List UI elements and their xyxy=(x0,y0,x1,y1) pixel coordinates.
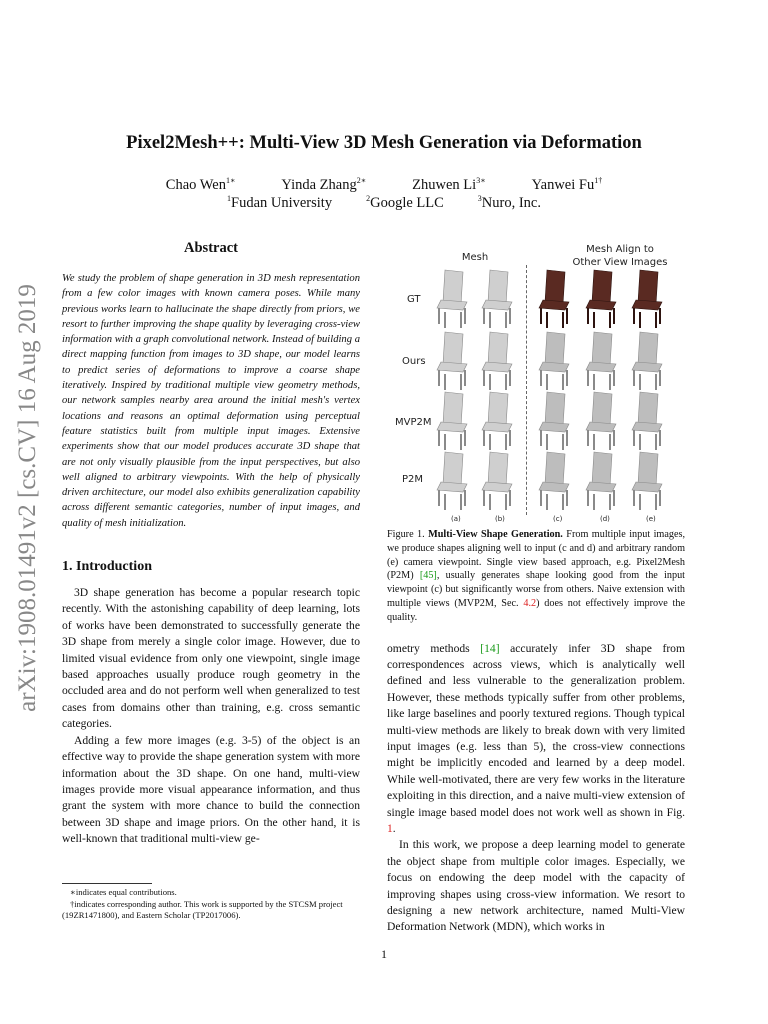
author-block xyxy=(0,177,768,212)
affiliation-1: $^1$Fudan University xyxy=(227,194,333,211)
col-label-b: (b) xyxy=(495,515,505,523)
intro-paragraph-2: Adding a few more images (e.g. 3-5) of the object is an effective way to provide the shape generation system with more information about the 3D shape. On one hand, multi-view images provide more visual appearance information, and thus grant the system with more chance to build the connection between 3D shape and image priors. On the other hand, it is well-known that traditional multi-view ge- xyxy=(62,733,360,846)
row-label-gt: GT xyxy=(407,294,421,305)
footnotes xyxy=(62,883,360,922)
figure-header-align: Mesh Align to Other View Images xyxy=(572,244,668,268)
chair-render xyxy=(632,452,662,510)
footnote-rule xyxy=(62,883,152,884)
author-1: Chao Wen$^{1∗}$ xyxy=(165,176,236,193)
chair-render xyxy=(539,270,569,328)
chair-render xyxy=(437,452,467,510)
figure-1-caption xyxy=(387,528,685,625)
figure-header-mesh: Mesh xyxy=(461,252,489,263)
chair-render xyxy=(586,270,616,328)
col-label-c: (c) xyxy=(553,515,563,523)
citation-link-14[interactable]: [14] xyxy=(480,641,500,655)
chair-render xyxy=(437,392,467,450)
chair-render xyxy=(482,332,512,390)
chair-render xyxy=(632,270,662,328)
chair-render xyxy=(632,392,662,450)
caption-prefix: Figure 1. xyxy=(387,529,425,540)
row-label-p2m: P2M xyxy=(402,474,424,485)
paper-title: Pixel2Mesh++: Multi-View 3D Mesh Generation via Deformation xyxy=(126,133,642,153)
right-column xyxy=(387,528,685,936)
chair-render xyxy=(586,452,616,510)
chair-renderings xyxy=(387,240,687,530)
caption-text-2: , usually generates shape looking good from the input viewpoint (c) but significantly worse from others. Naive extension with multiple views (MVP2M, Sec. xyxy=(387,570,686,609)
chair-render xyxy=(482,392,512,450)
caption-text-3: ) does not effectively improve the quality. xyxy=(387,597,685,623)
caption-title: Multi-View Shape Generation. xyxy=(428,529,563,540)
figure-divider xyxy=(526,265,527,515)
chair-render xyxy=(539,332,569,390)
author-3: Zhuwen $Li^{3∗}$ xyxy=(412,176,486,193)
author-2: Yinda Zhang$^{2∗}$ xyxy=(281,176,367,193)
chair-render xyxy=(586,392,616,450)
figure-link-1[interactable]: 1 xyxy=(387,822,393,836)
chair-render xyxy=(539,452,569,510)
arxiv-id: arXiv:1908.01491v2 [cs.CV] 16 Aug 2019 xyxy=(14,284,41,712)
abstract-heading: Abstract xyxy=(184,240,238,256)
arxiv-sidebar-stamp xyxy=(10,268,46,728)
chair-render xyxy=(482,452,512,510)
row-label-mvp2m: MVP2M xyxy=(395,417,432,428)
chair-render xyxy=(437,332,467,390)
author-4: Yanwei $Fu^{1\dagger}$ xyxy=(531,176,603,193)
right-paragraph-1: ometry methods [14] accurately infer 3D shape from correspondences across views, which is analytically well defined and less vulnerable to the generalization problem. However, these methods typically suffer from other problems, like large baselines and poorly textured regions. Though typical multi-view methods are likely to break down with very limited input images (e.g. less than 5), the cross-view connections might be implicitly encoded and learned by a deep model. While well-motivated, there are very few works in the literature exploiting in this direction, and a naive multi-view extension of single image based model does not work well as shown in Fig. 1. xyxy=(387,641,685,836)
col-label-e: (e) xyxy=(646,515,656,523)
right-paragraph-2: In this work, we propose a deep learning model to generate the object shape from multiple color images. Especially, we focus on endowing the deep model with the capacity of improving shapes using cross-view information. We resort to designing a new network architecture, named Multi-View Deformation Network (MDN), which works in xyxy=(387,838,685,934)
section-link-4-2[interactable]: 4.2 xyxy=(523,597,537,609)
affiliation-2: $^2$Google LLC xyxy=(366,194,444,211)
caption-text-1: From multiple input images, we produce shapes aligning well to input (c and d) and arbitrary random (e) camera viewpoint. Single view based approach, e.g. Pixel2Mesh (P2M) xyxy=(387,529,685,582)
affiliation-3: $^3$Nuro, Inc. xyxy=(477,194,541,211)
section-heading-introduction: 1. Introduction xyxy=(62,559,152,575)
chair-render xyxy=(632,332,662,390)
chair-render xyxy=(482,270,512,328)
left-column xyxy=(62,240,360,848)
footnote-1: ∗indicates equal contributions. xyxy=(70,887,177,897)
citation-link-45[interactable]: [45] xyxy=(419,570,437,582)
chair-render xyxy=(539,392,569,450)
chair-render xyxy=(437,270,467,328)
col-label-d: (d) xyxy=(600,515,610,523)
figure-1 xyxy=(387,240,687,530)
row-label-ours: Ours xyxy=(402,356,426,367)
footnote-2: †indicates corresponding author. This work is supported by the STCSM project (19ZR1471800), and Eastern Scholar (TP2017006). xyxy=(62,898,343,920)
intro-paragraph-1: 3D shape generation has become a popular research topic recently. With the astonishing capability of deep learning, lots of works have been demonstrated to successfully generate the 3D shape from merely a single color image. However, due to limited visual evidence from only one viewpoint, single image based approaches usually produce rough geometry in the occluded area and do not perform well when generalized to test cases from domains other than training, e.g. cross semantic categories. xyxy=(62,586,360,731)
chair-render xyxy=(586,332,616,390)
abstract-text: We study the problem of shape generation in 3D mesh representation from a few color images with known camera poses. While many previous works learn to hallucinate the shape directly from priors, we resort to further improving the shape quality by leveraging cross-view information with a graph convolutional network. Instead of building a direct mapping function from images to 3D shape, our model learns to predict series of deformations to improve a coarse shape iteratively. Inspired by traditional multiple view geometry methods, our network samples nearby area around the initial mesh's vertex locations and reasons an optimal deformation using perceptual feature statistics built from multiple input images. Extensive experiments show that our model produces accurate 3D shape that are not only visually plausible from the input perspectives, but also well aligned to arbitrary viewpoints. With the help of physically driven architecture, our model also exhibits generalization capability across different semantic categories, number of input images, and quality of mesh initialization. xyxy=(62,273,360,529)
page-number: 1 xyxy=(381,947,387,961)
col-label-a: (a) xyxy=(451,515,461,523)
